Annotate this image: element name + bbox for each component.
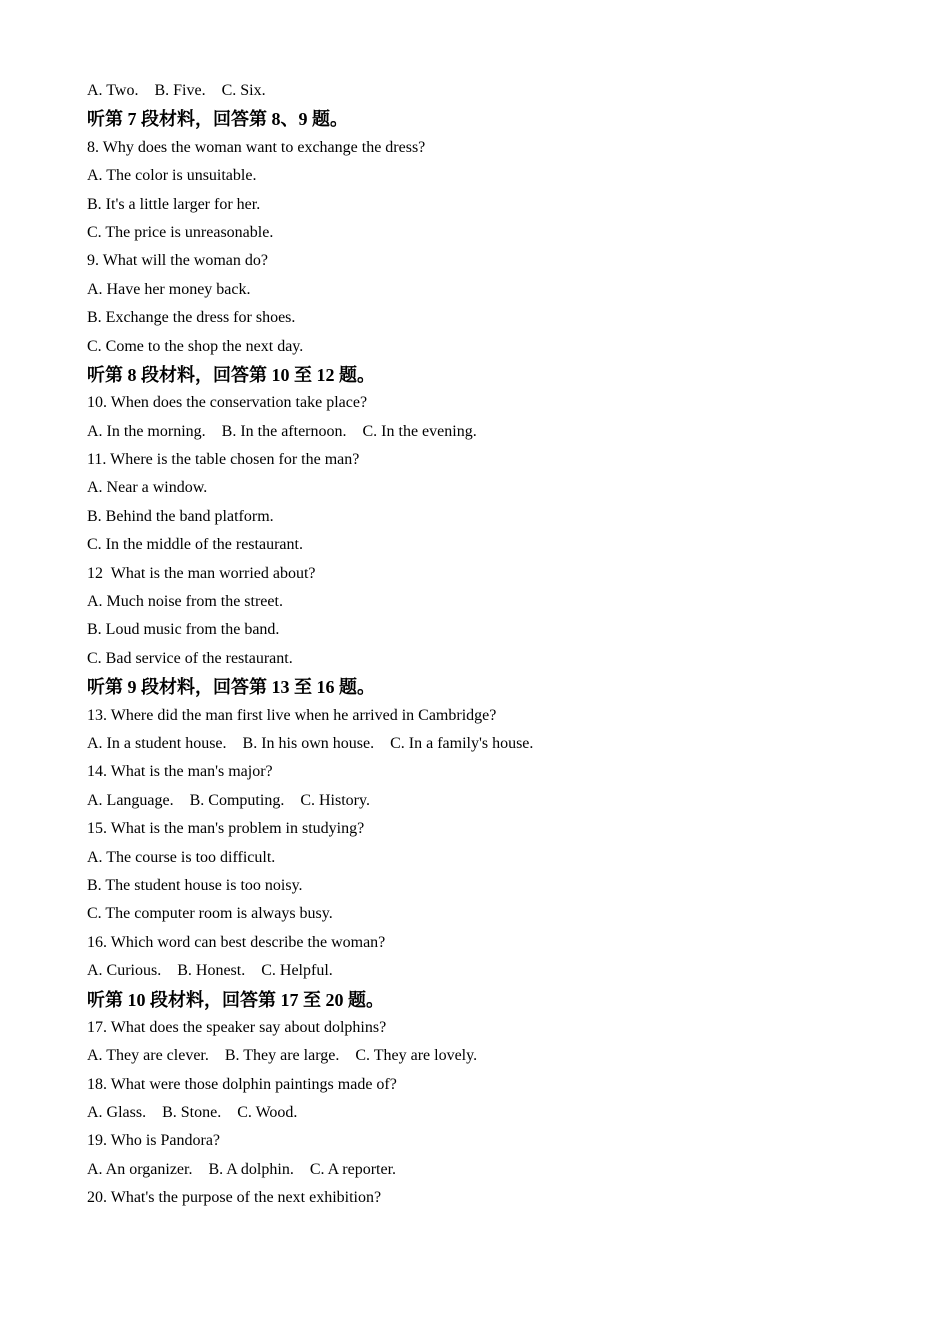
answer-options: B. Behind the band platform.	[87, 507, 274, 525]
question-text: 14. What is the man's major?	[87, 763, 273, 781]
answer-options: B. Exchange the dress for shoes.	[87, 309, 296, 327]
answer-options: A. They are clever. B. They are large. C. They are lovely.	[87, 1047, 478, 1065]
question-text: 18. What were those dolphin paintings made of?	[87, 1075, 397, 1093]
answer-options: B. The student house is too noisy.	[87, 876, 303, 894]
section-heading: 听第 8 段材料，回答第 10 至 12 题。	[87, 364, 375, 385]
answer-options: C. The computer room is always busy.	[87, 905, 333, 923]
section-heading: 听第 7 段材料，回答第 8、9 题。	[87, 109, 348, 130]
answer-options: A. Glass. B. Stone. C. Wood.	[87, 1104, 298, 1122]
answer-options: A. An organizer. B. A dolphin. C. A reporter.	[87, 1160, 397, 1178]
question-text: 20. What's the purpose of the next exhibition?	[87, 1189, 382, 1207]
section-heading: 听第 10 段材料，回答第 17 至 20 题。	[87, 989, 384, 1010]
answer-options: A. Curious. B. Honest. C. Helpful.	[87, 962, 333, 980]
answer-options: A. Have her money back.	[87, 280, 251, 298]
answer-options: C. Bad service of the restaurant.	[87, 649, 293, 667]
question-text: 11. Where is the table chosen for the man?	[87, 451, 360, 469]
answer-options: C. Come to the shop the next day.	[87, 337, 304, 355]
answer-options: A. Much noise from the street.	[87, 593, 283, 611]
answer-options: A. Near a window.	[87, 479, 208, 497]
question-text: 17. What does the speaker say about dolphins?	[87, 1018, 387, 1036]
question-text: 8. Why does the woman want to exchange the dress?	[87, 138, 426, 156]
answer-options: A. The course is too difficult.	[87, 848, 276, 866]
answer-options: C. The price is unreasonable.	[87, 223, 274, 241]
answer-options: C. In the middle of the restaurant.	[87, 536, 303, 554]
answer-options: A. Two. B. Five. C. Six.	[87, 82, 266, 99]
question-text: 19. Who is Pandora?	[87, 1132, 221, 1150]
answer-options: A. In the morning. B. In the afternoon. C. In the evening.	[87, 422, 477, 440]
answer-options: A. In a student house. B. In his own house. C. In a family's house.	[87, 734, 534, 752]
answer-options: B. Loud music from the band.	[87, 621, 280, 639]
question-text: 13. Where did the man first live when he arrived in Cambridge?	[87, 706, 497, 724]
answer-options: A. The color is unsuitable.	[87, 167, 257, 185]
question-text: 12 What is the man worried about?	[87, 564, 316, 582]
document-page	[87, 77, 887, 1213]
question-text: 16. Which word can best describe the woman?	[87, 933, 386, 951]
question-text: 9. What will the woman do?	[87, 252, 268, 270]
answer-options: B. It's a little larger for her.	[87, 195, 261, 213]
question-text: 15. What is the man's problem in studying?	[87, 820, 365, 838]
answer-options: A. Language. B. Computing. C. History.	[87, 791, 370, 809]
section-heading: 听第 9 段材料，回答第 13 至 16 题。	[87, 677, 375, 698]
question-text: 10. When does the conservation take place?	[87, 394, 368, 412]
